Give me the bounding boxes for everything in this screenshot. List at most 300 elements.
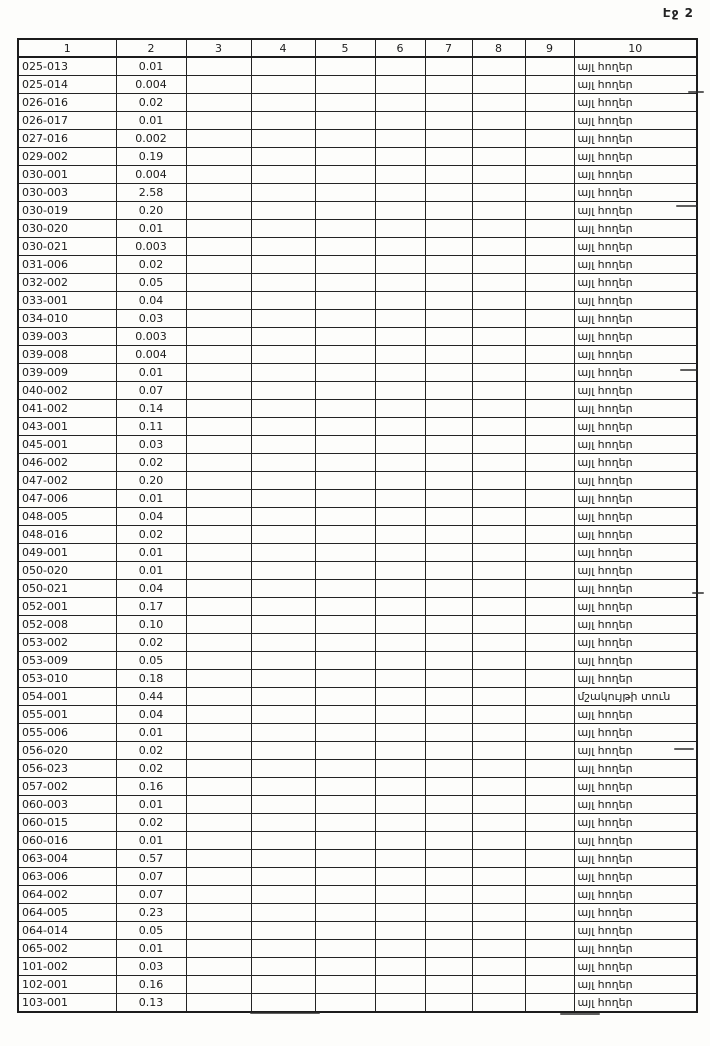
area-value-cell: 0.05	[116, 274, 186, 292]
empty-cell-7	[425, 94, 472, 112]
empty-cell-3	[186, 310, 251, 328]
empty-cell-3	[186, 688, 251, 706]
empty-cell-9	[525, 364, 574, 382]
empty-cell-6	[375, 256, 425, 274]
empty-cell-3	[186, 57, 251, 76]
parcel-code-cell: 065-002	[18, 940, 116, 958]
parcel-code-cell: 040-002	[18, 382, 116, 400]
empty-cell-6	[375, 400, 425, 418]
empty-cell-5	[315, 904, 375, 922]
area-value-cell: 0.003	[116, 238, 186, 256]
scan-artifact	[688, 91, 704, 93]
land-type-cell: այլ հողեր	[574, 76, 697, 94]
empty-cell-8	[472, 562, 525, 580]
empty-cell-3	[186, 112, 251, 130]
parcel-code-cell: 053-010	[18, 670, 116, 688]
land-type-cell: այլ հողեր	[574, 256, 697, 274]
empty-cell-5	[315, 400, 375, 418]
empty-cell-7	[425, 994, 472, 1013]
parcel-code-cell: 063-004	[18, 850, 116, 868]
table-row	[18, 958, 697, 976]
empty-cell-7	[425, 616, 472, 634]
column-header-4: 4	[251, 39, 315, 57]
parcel-code-cell: 056-020	[18, 742, 116, 760]
empty-cell-3	[186, 598, 251, 616]
empty-cell-3	[186, 490, 251, 508]
empty-cell-6	[375, 112, 425, 130]
table-row	[18, 814, 697, 832]
empty-cell-8	[472, 994, 525, 1013]
empty-cell-6	[375, 742, 425, 760]
empty-cell-7	[425, 958, 472, 976]
empty-cell-9	[525, 976, 574, 994]
empty-cell-5	[315, 670, 375, 688]
empty-cell-6	[375, 292, 425, 310]
land-type-cell: այլ հողեր	[574, 544, 697, 562]
empty-cell-5	[315, 292, 375, 310]
empty-cell-8	[472, 166, 525, 184]
parcel-code-cell: 030-003	[18, 184, 116, 202]
empty-cell-3	[186, 220, 251, 238]
empty-cell-3	[186, 508, 251, 526]
empty-cell-7	[425, 184, 472, 202]
empty-cell-5	[315, 832, 375, 850]
parcel-code-cell: 064-002	[18, 886, 116, 904]
empty-cell-5	[315, 94, 375, 112]
empty-cell-3	[186, 256, 251, 274]
empty-cell-5	[315, 634, 375, 652]
table-row	[18, 616, 697, 634]
land-type-cell: այլ հողեր	[574, 616, 697, 634]
land-type-cell: այլ հողեր	[574, 436, 697, 454]
area-value-cell: 0.04	[116, 706, 186, 724]
empty-cell-3	[186, 454, 251, 472]
area-value-cell: 0.02	[116, 814, 186, 832]
empty-cell-4	[251, 364, 315, 382]
area-value-cell: 0.004	[116, 166, 186, 184]
empty-cell-9	[525, 598, 574, 616]
empty-cell-9	[525, 544, 574, 562]
empty-cell-6	[375, 778, 425, 796]
empty-cell-5	[315, 274, 375, 292]
empty-cell-5	[315, 724, 375, 742]
area-value-cell: 0.13	[116, 994, 186, 1013]
land-type-cell: այլ հողեր	[574, 904, 697, 922]
land-type-cell: այլ հողեր	[574, 184, 697, 202]
empty-cell-9	[525, 814, 574, 832]
empty-cell-4	[251, 994, 315, 1013]
area-value-cell: 0.01	[116, 832, 186, 850]
column-header-1: 1	[18, 39, 116, 57]
empty-cell-9	[525, 130, 574, 148]
land-type-cell: այլ հողեր	[574, 796, 697, 814]
column-header-8: 8	[472, 39, 525, 57]
empty-cell-7	[425, 454, 472, 472]
table-row	[18, 886, 697, 904]
table-row	[18, 112, 697, 130]
empty-cell-4	[251, 130, 315, 148]
empty-cell-9	[525, 112, 574, 130]
column-header-3: 3	[186, 39, 251, 57]
empty-cell-7	[425, 688, 472, 706]
empty-cell-3	[186, 886, 251, 904]
empty-cell-3	[186, 634, 251, 652]
empty-cell-7	[425, 364, 472, 382]
table-row	[18, 346, 697, 364]
empty-cell-3	[186, 364, 251, 382]
empty-cell-9	[525, 688, 574, 706]
empty-cell-9	[525, 328, 574, 346]
empty-cell-3	[186, 940, 251, 958]
empty-cell-5	[315, 814, 375, 832]
land-type-cell: այլ հողեր	[574, 382, 697, 400]
empty-cell-9	[525, 634, 574, 652]
empty-cell-9	[525, 760, 574, 778]
empty-cell-7	[425, 526, 472, 544]
parcel-code-cell: 054-001	[18, 688, 116, 706]
empty-cell-8	[472, 346, 525, 364]
table-row	[18, 166, 697, 184]
empty-cell-7	[425, 940, 472, 958]
column-header-5: 5	[315, 39, 375, 57]
area-value-cell: 0.16	[116, 778, 186, 796]
table-row	[18, 868, 697, 886]
empty-cell-9	[525, 490, 574, 508]
empty-cell-3	[186, 832, 251, 850]
area-value-cell: 0.01	[116, 724, 186, 742]
empty-cell-6	[375, 688, 425, 706]
table-row	[18, 634, 697, 652]
empty-cell-5	[315, 310, 375, 328]
empty-cell-7	[425, 544, 472, 562]
table-row	[18, 400, 697, 418]
empty-cell-3	[186, 148, 251, 166]
empty-cell-6	[375, 616, 425, 634]
empty-cell-3	[186, 706, 251, 724]
empty-cell-6	[375, 940, 425, 958]
empty-cell-3	[186, 202, 251, 220]
land-type-cell: այլ հողեր	[574, 454, 697, 472]
empty-cell-7	[425, 112, 472, 130]
parcel-code-cell: 064-014	[18, 922, 116, 940]
empty-cell-5	[315, 976, 375, 994]
empty-cell-3	[186, 418, 251, 436]
empty-cell-6	[375, 904, 425, 922]
empty-cell-9	[525, 904, 574, 922]
area-value-cell: 0.14	[116, 400, 186, 418]
table-row	[18, 238, 697, 256]
empty-cell-6	[375, 796, 425, 814]
empty-cell-7	[425, 148, 472, 166]
parcel-code-cell: 039-008	[18, 346, 116, 364]
empty-cell-4	[251, 760, 315, 778]
empty-cell-3	[186, 670, 251, 688]
empty-cell-4	[251, 958, 315, 976]
empty-cell-9	[525, 148, 574, 166]
column-header-6: 6	[375, 39, 425, 57]
table-row	[18, 256, 697, 274]
empty-cell-7	[425, 418, 472, 436]
table-row	[18, 580, 697, 598]
empty-cell-6	[375, 976, 425, 994]
empty-cell-3	[186, 184, 251, 202]
area-value-cell: 0.01	[116, 220, 186, 238]
empty-cell-8	[472, 310, 525, 328]
empty-cell-8	[472, 706, 525, 724]
empty-cell-7	[425, 76, 472, 94]
empty-cell-4	[251, 688, 315, 706]
land-type-cell: այլ հողեր	[574, 778, 697, 796]
land-type-cell: այլ հողեր	[574, 310, 697, 328]
area-value-cell: 0.02	[116, 742, 186, 760]
empty-cell-5	[315, 940, 375, 958]
land-type-cell: այլ հողեր	[574, 292, 697, 310]
empty-cell-4	[251, 670, 315, 688]
empty-cell-8	[472, 922, 525, 940]
land-type-cell: այլ հողեր	[574, 526, 697, 544]
area-value-cell: 0.07	[116, 382, 186, 400]
empty-cell-4	[251, 238, 315, 256]
parcel-code-cell: 060-015	[18, 814, 116, 832]
land-type-cell: այլ հողեր	[574, 868, 697, 886]
parcel-code-cell: 032-002	[18, 274, 116, 292]
empty-cell-3	[186, 562, 251, 580]
empty-cell-3	[186, 274, 251, 292]
area-value-cell: 0.05	[116, 652, 186, 670]
empty-cell-3	[186, 382, 251, 400]
parcel-code-cell: 043-001	[18, 418, 116, 436]
empty-cell-4	[251, 724, 315, 742]
empty-cell-6	[375, 634, 425, 652]
area-value-cell: 0.04	[116, 292, 186, 310]
empty-cell-9	[525, 652, 574, 670]
empty-cell-4	[251, 634, 315, 652]
empty-cell-9	[525, 994, 574, 1013]
parcel-code-cell: 045-001	[18, 436, 116, 454]
empty-cell-9	[525, 508, 574, 526]
empty-cell-5	[315, 742, 375, 760]
land-type-cell: այլ հողեր	[574, 706, 697, 724]
land-type-cell: այլ հողեր	[574, 57, 697, 76]
empty-cell-6	[375, 508, 425, 526]
empty-cell-9	[525, 346, 574, 364]
table-row	[18, 76, 697, 94]
empty-cell-9	[525, 454, 574, 472]
empty-cell-6	[375, 958, 425, 976]
parcel-code-cell: 027-016	[18, 130, 116, 148]
empty-cell-7	[425, 256, 472, 274]
parcel-code-cell: 025-013	[18, 57, 116, 76]
empty-cell-3	[186, 742, 251, 760]
empty-cell-8	[472, 382, 525, 400]
area-value-cell: 0.03	[116, 310, 186, 328]
parcel-code-cell: 031-006	[18, 256, 116, 274]
empty-cell-5	[315, 472, 375, 490]
empty-cell-6	[375, 562, 425, 580]
empty-cell-7	[425, 652, 472, 670]
empty-cell-8	[472, 886, 525, 904]
parcel-code-cell: 053-002	[18, 634, 116, 652]
empty-cell-7	[425, 490, 472, 508]
empty-cell-5	[315, 760, 375, 778]
empty-cell-6	[375, 328, 425, 346]
empty-cell-3	[186, 526, 251, 544]
empty-cell-6	[375, 670, 425, 688]
empty-cell-6	[375, 472, 425, 490]
land-type-cell: այլ հողեր	[574, 562, 697, 580]
empty-cell-4	[251, 904, 315, 922]
table-row	[18, 454, 697, 472]
empty-cell-8	[472, 57, 525, 76]
empty-cell-3	[186, 616, 251, 634]
empty-cell-8	[472, 94, 525, 112]
empty-cell-7	[425, 922, 472, 940]
empty-cell-8	[472, 904, 525, 922]
parcel-code-cell: 050-021	[18, 580, 116, 598]
empty-cell-7	[425, 760, 472, 778]
empty-cell-9	[525, 724, 574, 742]
empty-cell-5	[315, 148, 375, 166]
land-type-cell: այլ հողեր	[574, 760, 697, 778]
table-row	[18, 598, 697, 616]
empty-cell-5	[315, 328, 375, 346]
table-row	[18, 310, 697, 328]
empty-cell-9	[525, 472, 574, 490]
parcel-code-cell: 060-003	[18, 796, 116, 814]
empty-cell-4	[251, 832, 315, 850]
empty-cell-8	[472, 112, 525, 130]
empty-cell-8	[472, 454, 525, 472]
empty-cell-5	[315, 382, 375, 400]
empty-cell-3	[186, 760, 251, 778]
land-type-cell: այլ հողեր	[574, 598, 697, 616]
empty-cell-4	[251, 580, 315, 598]
empty-cell-4	[251, 562, 315, 580]
parcel-code-cell: 101-002	[18, 958, 116, 976]
empty-cell-9	[525, 256, 574, 274]
empty-cell-3	[186, 652, 251, 670]
table-row	[18, 184, 697, 202]
table-row	[18, 562, 697, 580]
empty-cell-3	[186, 76, 251, 94]
empty-cell-9	[525, 382, 574, 400]
empty-cell-5	[315, 57, 375, 76]
empty-cell-9	[525, 778, 574, 796]
scan-artifact	[692, 592, 704, 594]
empty-cell-6	[375, 130, 425, 148]
parcel-code-cell: 047-006	[18, 490, 116, 508]
table-row	[18, 544, 697, 562]
parcel-code-cell: 039-003	[18, 328, 116, 346]
empty-cell-5	[315, 544, 375, 562]
empty-cell-9	[525, 958, 574, 976]
empty-cell-7	[425, 742, 472, 760]
table-row	[18, 724, 697, 742]
empty-cell-8	[472, 130, 525, 148]
area-value-cell: 0.004	[116, 346, 186, 364]
parcel-code-cell: 103-001	[18, 994, 116, 1013]
empty-cell-5	[315, 886, 375, 904]
empty-cell-5	[315, 202, 375, 220]
scan-artifact	[560, 1013, 600, 1015]
empty-cell-5	[315, 238, 375, 256]
empty-cell-6	[375, 184, 425, 202]
empty-cell-4	[251, 976, 315, 994]
empty-cell-4	[251, 544, 315, 562]
scan-artifact	[680, 369, 698, 371]
empty-cell-6	[375, 814, 425, 832]
area-value-cell: 0.002	[116, 130, 186, 148]
empty-cell-3	[186, 796, 251, 814]
empty-cell-3	[186, 130, 251, 148]
table-header-row	[18, 39, 697, 57]
parcel-code-cell: 026-016	[18, 94, 116, 112]
area-value-cell: 0.02	[116, 94, 186, 112]
land-type-cell: այլ հողեր	[574, 166, 697, 184]
area-value-cell: 0.03	[116, 958, 186, 976]
empty-cell-9	[525, 76, 574, 94]
land-type-cell: այլ հողեր	[574, 472, 697, 490]
land-type-cell: այլ հողեր	[574, 112, 697, 130]
empty-cell-5	[315, 598, 375, 616]
area-value-cell: 0.57	[116, 850, 186, 868]
empty-cell-3	[186, 544, 251, 562]
table-row	[18, 760, 697, 778]
empty-cell-8	[472, 868, 525, 886]
empty-cell-3	[186, 922, 251, 940]
parcel-code-cell: 055-001	[18, 706, 116, 724]
table-row	[18, 922, 697, 940]
table-row	[18, 364, 697, 382]
empty-cell-4	[251, 526, 315, 544]
empty-cell-8	[472, 724, 525, 742]
table-row	[18, 670, 697, 688]
empty-cell-3	[186, 166, 251, 184]
land-type-cell: այլ հողեր	[574, 994, 697, 1013]
empty-cell-8	[472, 274, 525, 292]
land-type-cell: այլ հողեր	[574, 580, 697, 598]
empty-cell-6	[375, 886, 425, 904]
empty-cell-8	[472, 634, 525, 652]
empty-cell-6	[375, 526, 425, 544]
empty-cell-8	[472, 472, 525, 490]
empty-cell-9	[525, 940, 574, 958]
land-type-cell: այլ հողեր	[574, 508, 697, 526]
table-row	[18, 832, 697, 850]
empty-cell-6	[375, 238, 425, 256]
parcel-code-cell: 030-019	[18, 202, 116, 220]
empty-cell-7	[425, 130, 472, 148]
empty-cell-8	[472, 832, 525, 850]
empty-cell-4	[251, 454, 315, 472]
land-type-cell: այլ հողեր	[574, 418, 697, 436]
empty-cell-8	[472, 148, 525, 166]
empty-cell-5	[315, 616, 375, 634]
area-value-cell: 0.003	[116, 328, 186, 346]
empty-cell-9	[525, 742, 574, 760]
empty-cell-6	[375, 490, 425, 508]
empty-cell-4	[251, 400, 315, 418]
parcel-code-cell: 049-001	[18, 544, 116, 562]
empty-cell-4	[251, 57, 315, 76]
parcel-code-cell: 026-017	[18, 112, 116, 130]
empty-cell-3	[186, 94, 251, 112]
empty-cell-4	[251, 742, 315, 760]
empty-cell-6	[375, 364, 425, 382]
empty-cell-9	[525, 184, 574, 202]
empty-cell-7	[425, 832, 472, 850]
empty-cell-4	[251, 868, 315, 886]
